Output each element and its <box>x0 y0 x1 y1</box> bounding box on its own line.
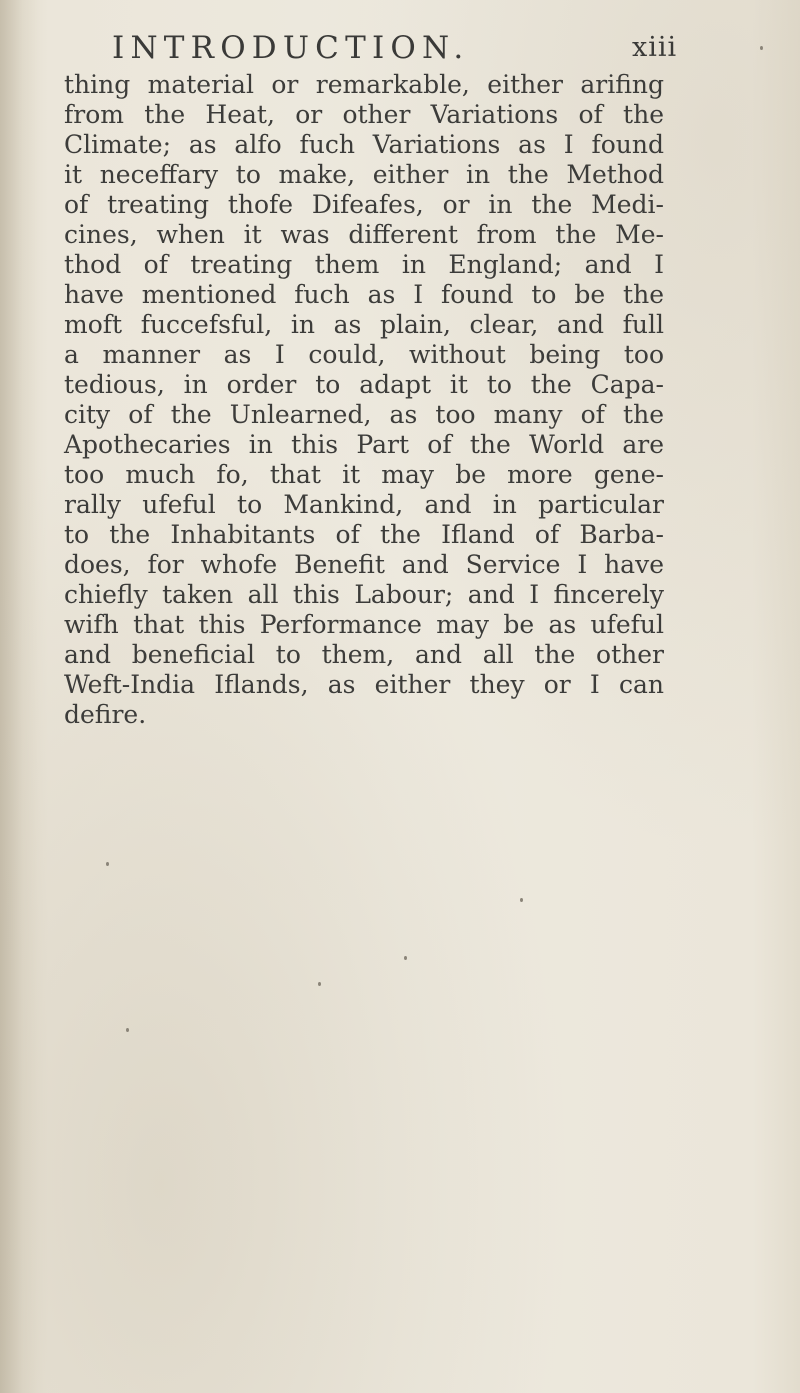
text-line: of treating thofe Difeafes, or in the Medi- <box>64 190 664 219</box>
text-line: Weft-India Iflands, as either they or I can <box>64 670 664 699</box>
page-number: xiii <box>632 32 678 63</box>
text-line: from the Heat, or other Variations of the <box>64 100 664 129</box>
running-head-title: INTRODUCTION. <box>112 30 470 66</box>
text-line: thing material or remarkable, either arifing <box>64 70 664 99</box>
text-line: thod of treating them in England; and I <box>64 250 664 279</box>
paper-speck <box>106 862 109 866</box>
text-line: a manner as I could, without being too <box>64 340 664 369</box>
paper-speck <box>318 982 321 986</box>
text-line: and beneficial to them, and all the other <box>64 640 664 669</box>
text-line: chiefly taken all this Labour; and I fincerely <box>64 580 664 609</box>
paper-speck <box>760 46 763 50</box>
text-line: to the Inhabitants of the Ifland of Barba- <box>64 520 664 549</box>
text-line: tedious, in order to adapt it to the Capa- <box>64 370 664 399</box>
paper-speck <box>126 1028 129 1032</box>
paper-speck <box>520 898 523 902</box>
body-text <box>64 70 664 730</box>
text-line: rally ufeful to Mankind, and in particular <box>64 490 664 519</box>
text-line: too much fo, that it may be more gene- <box>64 460 664 489</box>
running-head <box>112 30 712 70</box>
text-line: moft fuccefsful, in as plain, clear, and full <box>64 310 664 339</box>
text-line: defire. <box>64 700 147 729</box>
text-line: Climate; as alfo fuch Variations as I found <box>64 130 664 159</box>
text-line: wifh that this Performance may be as ufeful <box>64 610 664 639</box>
text-line: Apothecaries in this Part of the World are <box>64 430 664 459</box>
text-line: city of the Unlearned, as too many of the <box>64 400 664 429</box>
text-line: it neceffary to make, either in the Method <box>64 160 664 189</box>
page-gutter-shadow <box>0 0 38 1393</box>
paper-speck <box>404 956 407 960</box>
text-line: have mentioned fuch as I found to be the <box>64 280 664 309</box>
text-line: does, for whofe Benefit and Service I have <box>64 550 664 579</box>
text-line: cines, when it was different from the Me- <box>64 220 664 249</box>
